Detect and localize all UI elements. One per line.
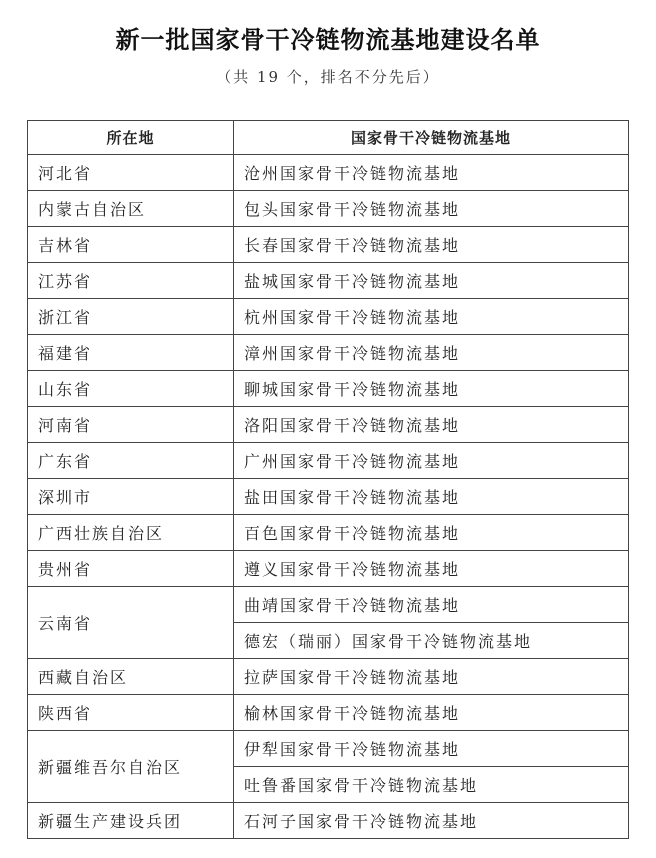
table-row [28, 515, 629, 551]
table-row [28, 227, 629, 263]
table-row [28, 479, 629, 515]
base-cell: 伊犁国家骨干冷链物流基地 [234, 731, 629, 767]
base-cell: 拉萨国家骨干冷链物流基地 [234, 659, 629, 695]
header-base: 国家骨干冷链物流基地 [234, 121, 629, 155]
table-row [28, 371, 629, 407]
table-row [28, 587, 629, 623]
location-cell: 吉林省 [28, 227, 234, 263]
base-cell: 遵义国家骨干冷链物流基地 [234, 551, 629, 587]
table-row [28, 443, 629, 479]
base-cell: 石河子国家骨干冷链物流基地 [234, 803, 629, 839]
location-cell: 贵州省 [28, 551, 234, 587]
table-row [28, 191, 629, 227]
location-cell: 新疆生产建设兵团 [28, 803, 234, 839]
location-cell: 山东省 [28, 371, 234, 407]
base-cell: 洛阳国家骨干冷链物流基地 [234, 407, 629, 443]
base-cell: 吐鲁番国家骨干冷链物流基地 [234, 767, 629, 803]
table-row [28, 263, 629, 299]
document-subtitle: （共 19 个，排名不分先后） [216, 68, 440, 86]
base-cell: 包头国家骨干冷链物流基地 [234, 191, 629, 227]
base-cell: 盐田国家骨干冷链物流基地 [234, 479, 629, 515]
location-cell: 新疆维吾尔自治区 [28, 731, 234, 803]
table-row [28, 335, 629, 371]
location-cell: 广西壮族自治区 [28, 515, 234, 551]
table-row [28, 659, 629, 695]
header-location: 所在地 [28, 121, 234, 155]
base-cell: 榆林国家骨干冷链物流基地 [234, 695, 629, 731]
location-cell: 云南省 [28, 587, 234, 659]
location-cell: 内蒙古自治区 [28, 191, 234, 227]
table-row [28, 551, 629, 587]
location-cell: 江苏省 [28, 263, 234, 299]
base-cell: 沧州国家骨干冷链物流基地 [234, 155, 629, 191]
base-cell: 漳州国家骨干冷链物流基地 [234, 335, 629, 371]
document-title: 新一批国家骨干冷链物流基地建设名单 [115, 25, 541, 54]
location-cell: 河南省 [28, 407, 234, 443]
location-cell: 河北省 [28, 155, 234, 191]
table-row [28, 407, 629, 443]
table-row [28, 695, 629, 731]
base-cell: 曲靖国家骨干冷链物流基地 [234, 587, 629, 623]
cold-chain-base-table [27, 120, 629, 839]
table-row [28, 803, 629, 839]
base-cell: 盐城国家骨干冷链物流基地 [234, 263, 629, 299]
table-row [28, 299, 629, 335]
table-header-row [28, 121, 629, 155]
location-cell: 广东省 [28, 443, 234, 479]
location-cell: 福建省 [28, 335, 234, 371]
base-cell: 百色国家骨干冷链物流基地 [234, 515, 629, 551]
location-cell: 深圳市 [28, 479, 234, 515]
base-cell: 长春国家骨干冷链物流基地 [234, 227, 629, 263]
base-cell: 杭州国家骨干冷链物流基地 [234, 299, 629, 335]
table-row [28, 155, 629, 191]
table-row [28, 731, 629, 767]
location-cell: 陕西省 [28, 695, 234, 731]
base-cell: 德宏（瑞丽）国家骨干冷链物流基地 [234, 623, 629, 659]
location-cell: 浙江省 [28, 299, 234, 335]
base-cell: 广州国家骨干冷链物流基地 [234, 443, 629, 479]
location-cell: 西藏自治区 [28, 659, 234, 695]
base-cell: 聊城国家骨干冷链物流基地 [234, 371, 629, 407]
